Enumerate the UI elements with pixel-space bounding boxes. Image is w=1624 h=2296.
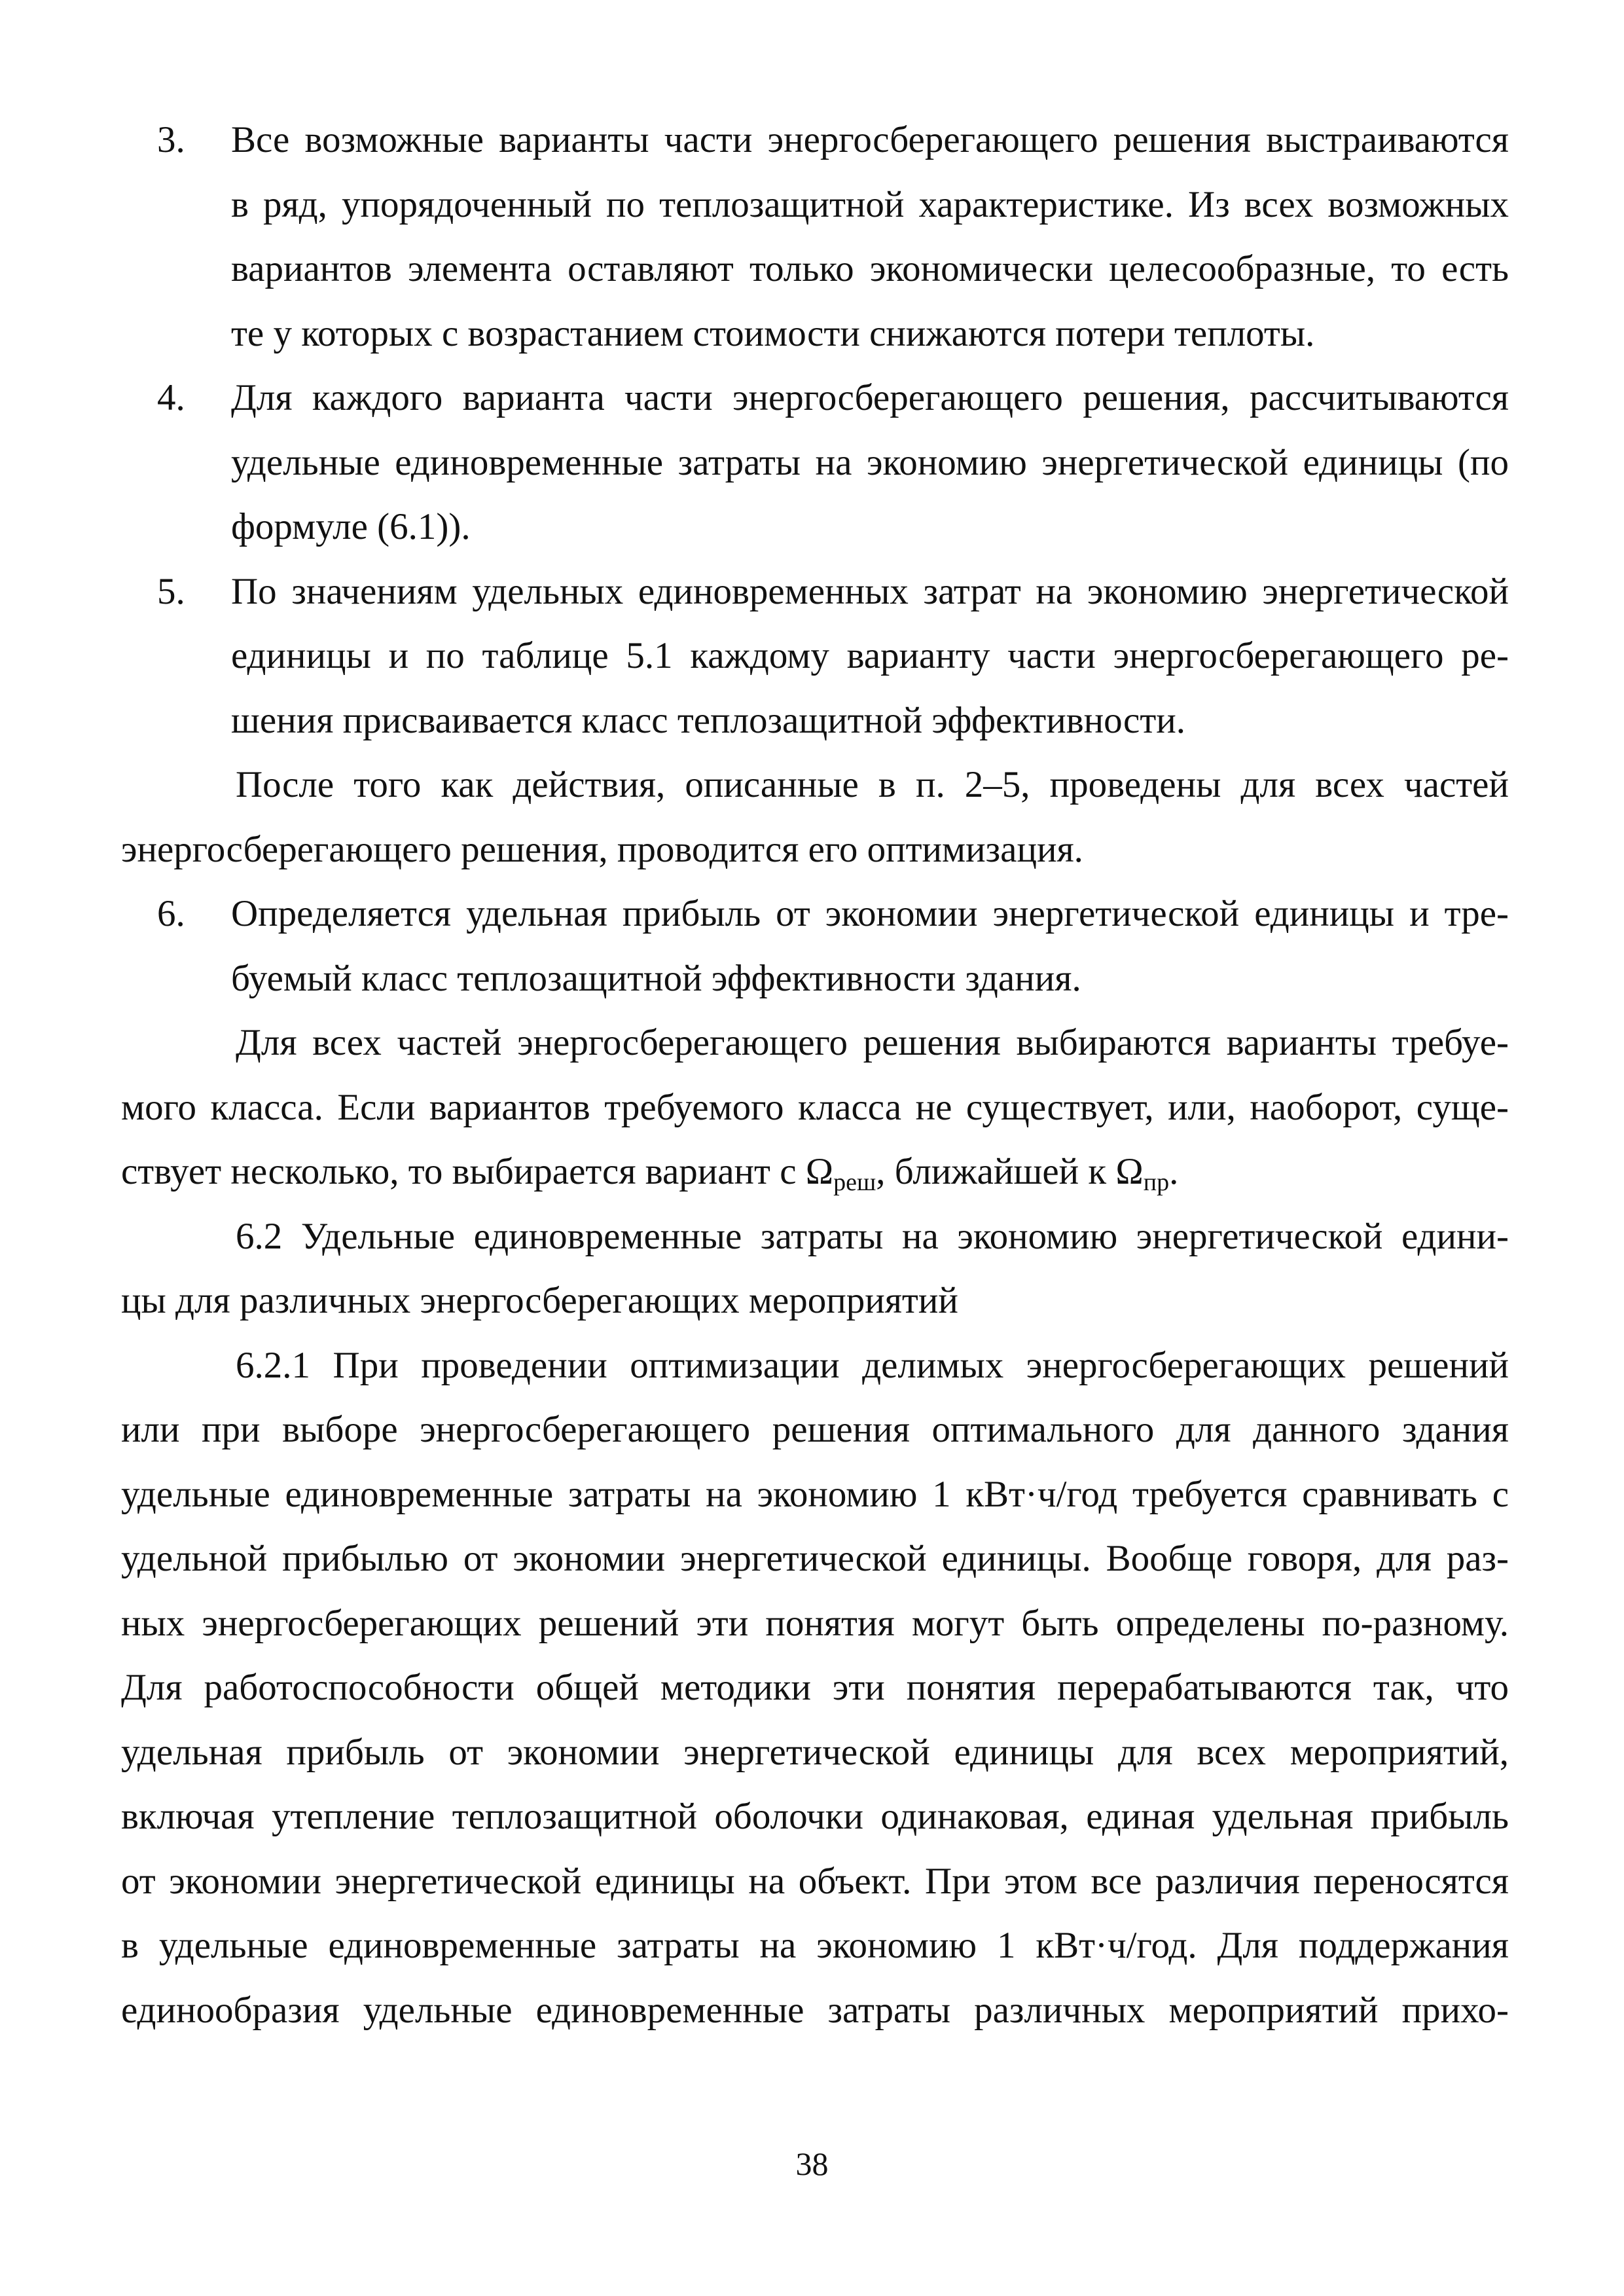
text-line: 6.2.1 При проведении оптимизации делимых энергосберегающих решений: [236, 1344, 1509, 1386]
text-line: 6.2 Удельные единовременные затраты на экономию энергетической едини-: [236, 1215, 1509, 1257]
subscript-pr: пр: [1143, 1169, 1170, 1196]
list-number: 4.: [157, 377, 185, 418]
text-line-with-subscripts: [121, 1140, 1509, 1205]
text-line: в ряд, упорядоченный по теплозащитной характеристике. Из всех возможных: [231, 183, 1509, 225]
text-line: Определяется удельная прибыль от экономии энергетической единицы и тре-: [231, 893, 1509, 934]
list-item-6: [121, 882, 1509, 1011]
text-line: Для работоспособности общей методики эти понятия перерабатываются так, что: [121, 1667, 1509, 1708]
text-line: единицы и по таблице 5.1 каждому варианту части энергосберегающего ре-: [231, 635, 1509, 676]
text-fragment: .: [1169, 1151, 1179, 1192]
text-line: удельной прибылью от экономии энергетической единицы. Вообще говоря, для раз-: [121, 1538, 1509, 1579]
list-number: 3.: [157, 119, 185, 160]
text-line: включая утепление теплозащитной оболочки одинаковая, единая удельная прибыль: [121, 1796, 1509, 1837]
text-line: По значениям удельных единовременных затрат на экономию энергетической: [231, 570, 1509, 612]
text-line: мого класса. Если вариантов требуемого класса не существует, или, наоборот, суще-: [121, 1086, 1509, 1128]
text-line: те у которых с возрастанием стоимости снижаются потери теплоты.: [231, 312, 1315, 354]
list-item-3: [121, 108, 1509, 366]
text-line: Все возможные варианты части энергосберегающего решения выстраиваются: [231, 119, 1509, 160]
text-line: в удельные единовременные затраты на экономию 1 кВт·ч/год. Для поддержания: [121, 1925, 1509, 1966]
list-item-4: [121, 366, 1509, 560]
subscript-resh: реш: [833, 1169, 876, 1196]
section-heading-6-2: [121, 1205, 1509, 1334]
text-line: удельные единовременные затраты на экономию энергетической единицы (по: [231, 441, 1509, 483]
text-line: удельная прибыль от экономии энергетической единицы для всех мероприятий,: [121, 1731, 1509, 1773]
document-page: [121, 108, 1509, 2043]
page-number: 38: [795, 2145, 829, 2182]
text-line: цы для различных энергосберегающих мероприятий: [121, 1280, 958, 1321]
text-fragment: ствует несколько, то выбирается вариант с Ω: [121, 1151, 834, 1192]
text-line: Для всех частей энергосберегающего решения выбираются варианты требуе-: [236, 1022, 1509, 1063]
paragraph-after-steps: [121, 753, 1509, 882]
text-line: После того как действия, описанные в п. 2–5, проведены для всех частей: [236, 764, 1509, 805]
list-number: 6.: [157, 893, 185, 934]
text-line: от экономии энергетической единицы на объект. При этом все различия переносятся: [121, 1860, 1509, 1902]
paragraph-6-2-1: [121, 1334, 1509, 2043]
text-fragment: , ближайшей к Ω: [876, 1151, 1144, 1192]
text-line: удельные единовременные затраты на экономию 1 кВт·ч/год требуется сравнивать с: [121, 1473, 1509, 1515]
list-number: 5.: [157, 570, 185, 612]
text-line: единообразия удельные единовременные затраты различных мероприятий прихо-: [121, 1989, 1509, 2031]
text-line: формуле (6.1)).: [231, 506, 471, 547]
text-line: вариантов элемента оставляют только экономически целесообразные, то есть: [231, 248, 1509, 289]
text-line: шения присваивается класс теплозащитной эффективности.: [231, 699, 1186, 741]
text-line: Для каждого варианта части энергосберегающего решения, рассчитываются: [231, 377, 1509, 418]
list-item-5: [121, 560, 1509, 754]
paragraph-selection: [121, 1011, 1509, 1205]
text-line: или при выборе энергосберегающего решения оптимального для данного здания: [121, 1409, 1509, 1450]
text-line: буемый класс теплозащитной эффективности здания.: [231, 957, 1081, 999]
text-line: энергосберегающего решения, проводится его оптимизация.: [121, 828, 1083, 870]
text-line: ных энергосберегающих решений эти понятия могут быть определены по-разному.: [121, 1602, 1509, 1644]
